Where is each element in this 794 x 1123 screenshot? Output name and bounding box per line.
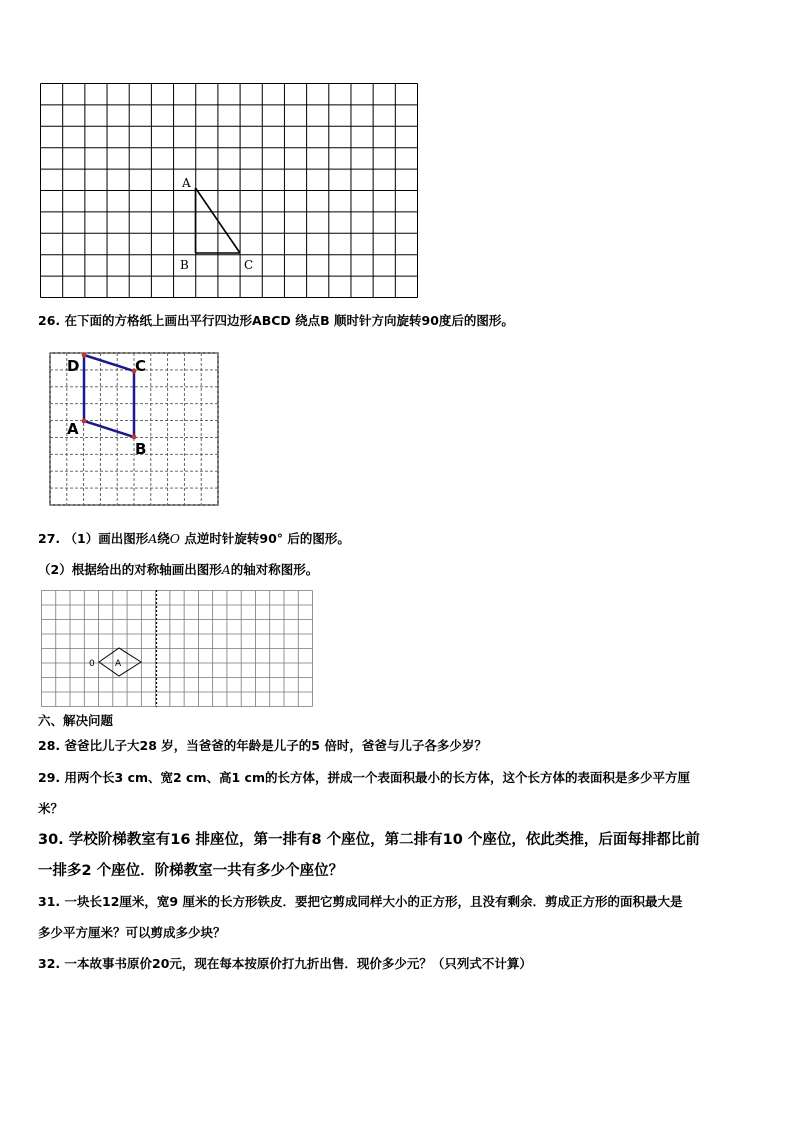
question-text: 一块长12厘米，宽9 厘米的长方形铁皮．要把它剪成同样大小的正方形，且没有剩余．剪成正方形的面积最大是 [64,894,683,909]
question-number: 32. [38,956,61,971]
question-text: 在下面的方格纸上画出平行四边形ABCD 绕点B 顺时针方向旋转90度后的图形。 [64,313,514,328]
label-c: C [244,258,254,272]
question-number: 31. [38,894,61,909]
question-29 [38,764,690,791]
label-a: A [115,659,122,669]
parallelogram-grid-figure [49,352,221,508]
question-28 [38,732,487,759]
grid-triangle-figure [40,83,420,299]
question-26 [38,307,514,334]
vertex-b [132,435,137,440]
question-27-part1: 27. （1）画出图形A绕O 点逆时针旋转90° 后的图形。 [38,531,350,546]
label-b: B [135,440,147,458]
vertex-a [82,419,87,424]
question-text: 爸爸比儿子大28 岁，当爸爸的年龄是儿子的5 倍时，爸爸与儿子各多少岁？ [64,738,487,753]
label-b: B [180,258,189,272]
grid-lines [41,84,418,298]
label-a: A [182,176,191,190]
vertex-d [82,353,87,358]
label-c: C [135,357,147,375]
question-text: 一本故事书原价20元，现在每本按原价打九折出售．现价多少元？（只列式不计算） [64,956,532,971]
question-30-cont: 一排多2 个座位．阶梯教室一共有多少个座位？ [38,863,344,879]
rhombus-grid-figure [41,590,314,708]
label-a: A [67,420,79,438]
question-31 [38,888,682,915]
label-d: D [67,357,80,375]
question-30 [38,825,700,856]
question-27-part2: （2）根据给出的对称轴画出图形A的轴对称图形。 [38,562,319,577]
grid-lines [42,591,313,707]
question-number: 28. [38,738,61,753]
section-title: 六、解决问题 [38,713,114,728]
question-29-cont: 米？ [38,801,64,816]
question-text: 学校阶梯教室有16 排座位，第一排有8 个座位，第二排有10 个座位，依此类推，后面每排都比前 [68,832,700,848]
question-text: 用两个长3 cm、宽2 cm、高1 cm的长方体，拼成一个表面积最小的长方体，这个长方体的表面积是多少平方厘 [64,770,690,785]
parallelogram-abcd [84,355,134,437]
question-32 [38,950,532,977]
question-31-cont: 多少平方厘米？可以剪成多少块？ [38,925,226,940]
label-o: 0 [89,659,95,669]
question-number: 29. [38,770,61,785]
question-number: 27. [38,531,61,546]
question-number: 26. [38,313,61,328]
question-number: 30. [38,832,64,848]
